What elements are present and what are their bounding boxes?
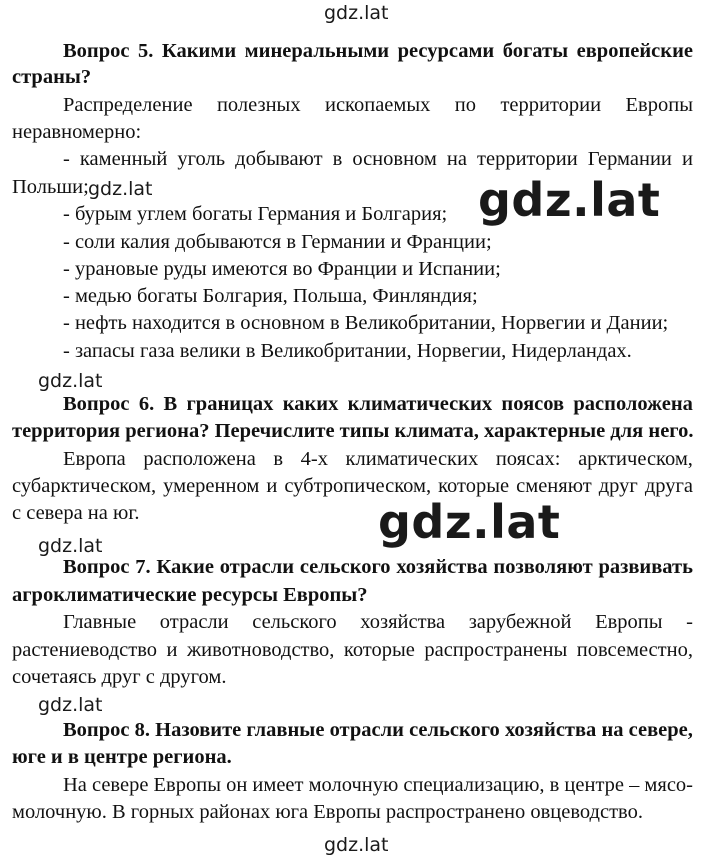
q5-intro-line bbox=[63, 92, 693, 118]
justified-word: умеренном bbox=[163, 475, 260, 497]
justified-word: главные bbox=[246, 719, 325, 741]
justified-word: Вопрос bbox=[63, 40, 130, 62]
watermark-large: gdz.lat bbox=[378, 495, 561, 549]
justified-word: субарктическом, bbox=[12, 475, 157, 497]
justified-word: Назовите bbox=[155, 719, 242, 741]
justified-word: отрасли bbox=[329, 719, 404, 741]
justified-word: сельского bbox=[299, 556, 391, 578]
justified-word: повсеместно, bbox=[576, 639, 693, 661]
justified-word: позволяют bbox=[493, 556, 593, 578]
justified-word: Главные bbox=[63, 611, 137, 633]
q7-answer-line bbox=[12, 637, 693, 663]
justified-word: в bbox=[332, 148, 343, 170]
justified-word: ископаемых bbox=[324, 94, 431, 116]
justified-word: Европы bbox=[625, 94, 693, 116]
q5-question-line: страны? bbox=[12, 66, 92, 88]
justified-word: Европа bbox=[63, 448, 126, 470]
justified-word: которые bbox=[343, 639, 415, 661]
justified-word: территории bbox=[500, 94, 602, 116]
justified-word: на bbox=[601, 719, 624, 741]
justified-word: друг bbox=[598, 475, 638, 497]
justified-word: минеральными bbox=[244, 40, 390, 62]
justified-word: каменный bbox=[79, 148, 168, 170]
q5-list-item: - запасы газа велики в Великобритании, Норвегии, Нидерландах. bbox=[63, 340, 632, 362]
q7-question-line bbox=[63, 554, 693, 580]
justified-word: ресурсами bbox=[397, 40, 495, 62]
justified-word: Европы bbox=[153, 774, 221, 796]
watermark-small: gdz.lat bbox=[38, 370, 103, 392]
justified-word: основном bbox=[352, 148, 437, 170]
watermark-large: gdz.lat bbox=[478, 173, 661, 227]
q6-answer-line bbox=[12, 473, 693, 499]
justified-word: Европы bbox=[595, 611, 663, 633]
justified-word: 8. bbox=[134, 719, 151, 741]
q5-list-item: - медью богаты Болгария, Польша, Финляндия; bbox=[63, 285, 478, 307]
watermark-small: gdz.lat bbox=[38, 535, 103, 557]
justified-word: распространены bbox=[424, 639, 568, 661]
q8-answer-line: молочную. В горных районах юга Европы распространено овцеводство. bbox=[12, 801, 643, 823]
watermark-bottom: gdz.lat bbox=[324, 834, 389, 856]
justified-word: в bbox=[549, 774, 560, 796]
q5-list-item: - урановые руды имеются во Франции и Испании; bbox=[63, 258, 501, 280]
justified-word: хозяйства bbox=[360, 611, 446, 633]
justified-word: сменяют bbox=[516, 475, 592, 497]
q8-answer-line bbox=[63, 772, 693, 798]
justified-word: Какими bbox=[161, 40, 237, 62]
justified-word: растениеводство bbox=[12, 639, 158, 661]
q5-question-line bbox=[63, 38, 693, 64]
q6-answer-line bbox=[63, 446, 693, 472]
justified-word: Германии bbox=[587, 148, 672, 170]
justified-word: хозяйства bbox=[504, 719, 597, 741]
q5-list-item: - бурым углем богаты Германия и Болгария; bbox=[63, 203, 448, 225]
justified-word: которые bbox=[438, 475, 510, 497]
justified-word: отрасли bbox=[219, 556, 295, 578]
justified-word: - bbox=[63, 148, 70, 170]
justified-word: центре bbox=[564, 774, 625, 796]
justified-word: – bbox=[629, 774, 640, 796]
justified-word: - bbox=[686, 611, 693, 633]
justified-word: границах bbox=[186, 393, 274, 415]
justified-word: севере, bbox=[628, 719, 693, 741]
justified-word: сельского bbox=[409, 719, 500, 741]
watermark-small: gdz.lat bbox=[88, 178, 153, 200]
justified-word: хозяйства bbox=[396, 556, 488, 578]
justified-word: 6. bbox=[138, 393, 155, 415]
q5-list-item: - нефть находится в основном в Великобритании, Норвегии и Дании; bbox=[63, 312, 669, 334]
justified-word: поясах: bbox=[495, 448, 561, 470]
q7-question-line: агроклиматические ресурсы Европы? bbox=[12, 584, 368, 606]
justified-word: он bbox=[226, 774, 248, 796]
justified-word: молочную bbox=[308, 774, 399, 796]
justified-word: и bbox=[681, 148, 693, 170]
justified-word: Какие bbox=[156, 556, 214, 578]
justified-word: 7. bbox=[135, 556, 151, 578]
q7-answer-line: сочетаясь друг с другом. bbox=[12, 666, 227, 688]
q6-question-line bbox=[63, 391, 693, 417]
justified-word: и bbox=[266, 475, 278, 497]
justified-word: сельского bbox=[252, 611, 337, 633]
justified-word: На bbox=[63, 774, 87, 796]
watermark-top: gdz.lat bbox=[324, 2, 389, 24]
justified-word: имеет bbox=[252, 774, 304, 796]
justified-word: и bbox=[166, 639, 178, 661]
justified-word: климатических bbox=[345, 448, 479, 470]
justified-word: Вопрос bbox=[63, 719, 130, 741]
q5-intro-line: неравномерно: bbox=[12, 121, 142, 143]
justified-word: на bbox=[446, 148, 467, 170]
justified-word: добывают bbox=[235, 148, 323, 170]
justified-word: друга bbox=[644, 475, 693, 497]
justified-word: уголь bbox=[177, 148, 226, 170]
justified-word: расположена bbox=[143, 448, 256, 470]
q5-list-item: - соли калия добываются в Германии и Франции; bbox=[63, 231, 492, 253]
q6-answer-line: с севера на юг. bbox=[12, 502, 140, 524]
justified-word: развивать bbox=[598, 556, 693, 578]
q5-list-item bbox=[63, 146, 693, 172]
justified-word: в bbox=[273, 448, 284, 470]
justified-word: полезных bbox=[216, 94, 301, 116]
justified-word: 4-х bbox=[300, 448, 328, 470]
justified-word: Вопрос bbox=[63, 556, 130, 578]
q5-list-item: Польши; bbox=[12, 176, 89, 198]
justified-word: климатических bbox=[347, 393, 493, 415]
justified-word: 5. bbox=[138, 40, 154, 62]
q7-answer-line bbox=[63, 609, 693, 635]
justified-word: европейские bbox=[576, 40, 693, 62]
justified-word: поясов bbox=[501, 393, 565, 415]
justified-word: В bbox=[163, 393, 178, 415]
justified-word: по bbox=[454, 94, 477, 116]
justified-word: мясо- bbox=[644, 774, 693, 796]
q6-question-line: территория региона? Перечислите типы климата, характерные для него. bbox=[12, 420, 694, 442]
justified-word: Вопрос bbox=[63, 393, 130, 415]
justified-word: субтропическом, bbox=[284, 475, 432, 497]
justified-word: животноводство, bbox=[186, 639, 335, 661]
justified-word: Распределение bbox=[63, 94, 193, 116]
justified-word: арктическом, bbox=[578, 448, 693, 470]
justified-word: отрасли bbox=[159, 611, 229, 633]
justified-word: зарубежной bbox=[468, 611, 572, 633]
justified-word: богаты bbox=[502, 40, 569, 62]
justified-word: расположена bbox=[573, 393, 693, 415]
justified-word: специализацию, bbox=[403, 774, 545, 796]
justified-word: территории bbox=[477, 148, 578, 170]
justified-word: каких bbox=[282, 393, 339, 415]
justified-word: севере bbox=[91, 774, 149, 796]
watermark-small: gdz.lat bbox=[38, 694, 103, 716]
q8-question-line bbox=[63, 717, 693, 743]
q8-question-line: юге и в центре региона. bbox=[12, 746, 232, 768]
